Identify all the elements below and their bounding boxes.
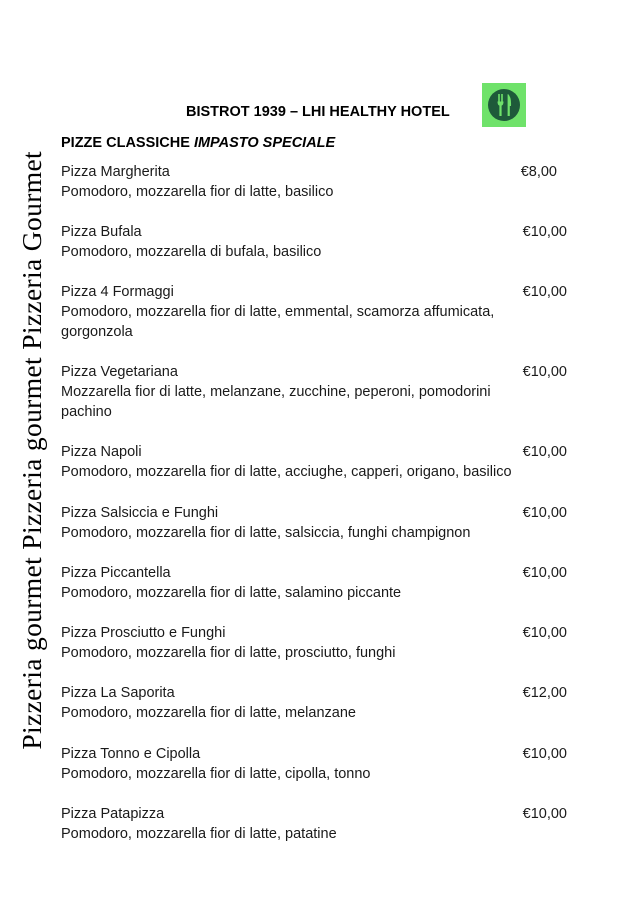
section-title-main: PIZZE CLASSICHE (61, 135, 190, 151)
item-description: Pomodoro, mozzarella di bufala, basilico (61, 244, 322, 260)
item-price: €10,00 (522, 364, 567, 380)
item-price: €8,00 (520, 164, 557, 180)
item-description: Pomodoro, mozzarella fior di latte, melanzane (61, 705, 356, 721)
menu-item (61, 623, 567, 663)
item-name: Pizza Napoli (61, 444, 142, 460)
item-name: Pizza Tonno e Cipolla (61, 746, 201, 762)
item-name: Pizza Vegetariana (61, 364, 178, 380)
item-name: Pizza 4 Formaggi (61, 284, 174, 300)
item-name: Pizza Prosciutto e Funghi (61, 625, 226, 641)
menu-item (61, 804, 567, 844)
item-price: €10,00 (522, 444, 567, 460)
item-price: €12,00 (522, 685, 567, 701)
menu-item (61, 563, 567, 603)
fork-knife-icon (482, 83, 526, 127)
item-description: Mozzarella fior di latte, melanzane, zucchine, peperoni, pomodorini pachino (61, 384, 491, 420)
section-title-sub: IMPASTO SPECIALE (193, 135, 336, 151)
item-name: Pizza Patapizza (61, 806, 165, 822)
item-description: Pomodoro, mozzarella fior di latte, emmental, scamorza affumicata, gorgonzola (61, 304, 495, 340)
item-price: €10,00 (522, 625, 567, 641)
menu-item (61, 683, 567, 723)
menu-item (61, 282, 567, 342)
item-description: Pomodoro, mozzarella fior di latte, salsiccia, funghi champignon (61, 525, 471, 541)
item-name: Pizza La Saporita (61, 685, 175, 701)
item-price: €10,00 (522, 505, 567, 521)
item-name: Pizza Bufala (61, 224, 142, 240)
item-price: €10,00 (522, 806, 567, 822)
menu-item (61, 362, 567, 422)
menu-item (61, 503, 567, 543)
menu-item (61, 744, 567, 784)
logo (482, 83, 526, 127)
item-price: €10,00 (522, 565, 567, 581)
item-description: Pomodoro, mozzarella fior di latte, acciughe, capperi, origano, basilico (61, 464, 512, 480)
item-name: Pizza Piccantella (61, 565, 171, 581)
restaurant-title: BISTROT 1939 – LHI HEALTHY HOTEL (186, 104, 450, 120)
item-description: Pomodoro, mozzarella fior di latte, basilico (61, 184, 334, 200)
item-name: Pizza Salsiccia e Funghi (61, 505, 219, 521)
item-name: Pizza Margherita (61, 164, 170, 180)
item-price: €10,00 (522, 746, 567, 762)
side-caption (10, 124, 54, 776)
item-description: Pomodoro, mozzarella fior di latte, salamino piccante (61, 585, 402, 601)
menu-item (61, 222, 567, 262)
item-price: €10,00 (522, 224, 567, 240)
section-title (61, 135, 335, 151)
item-price: €10,00 (522, 284, 567, 300)
menu-item (61, 442, 567, 482)
menu-item (61, 162, 567, 202)
side-caption-text: Pizzeria gourmet Pizzeria gourmet Pizzeria Gourmet (16, 150, 47, 750)
item-description: Pomodoro, mozzarella fior di latte, patatine (61, 826, 337, 842)
item-description: Pomodoro, mozzarella fior di latte, prosciutto, funghi (61, 645, 396, 661)
item-description: Pomodoro, mozzarella fior di latte, cipolla, tonno (61, 766, 371, 782)
